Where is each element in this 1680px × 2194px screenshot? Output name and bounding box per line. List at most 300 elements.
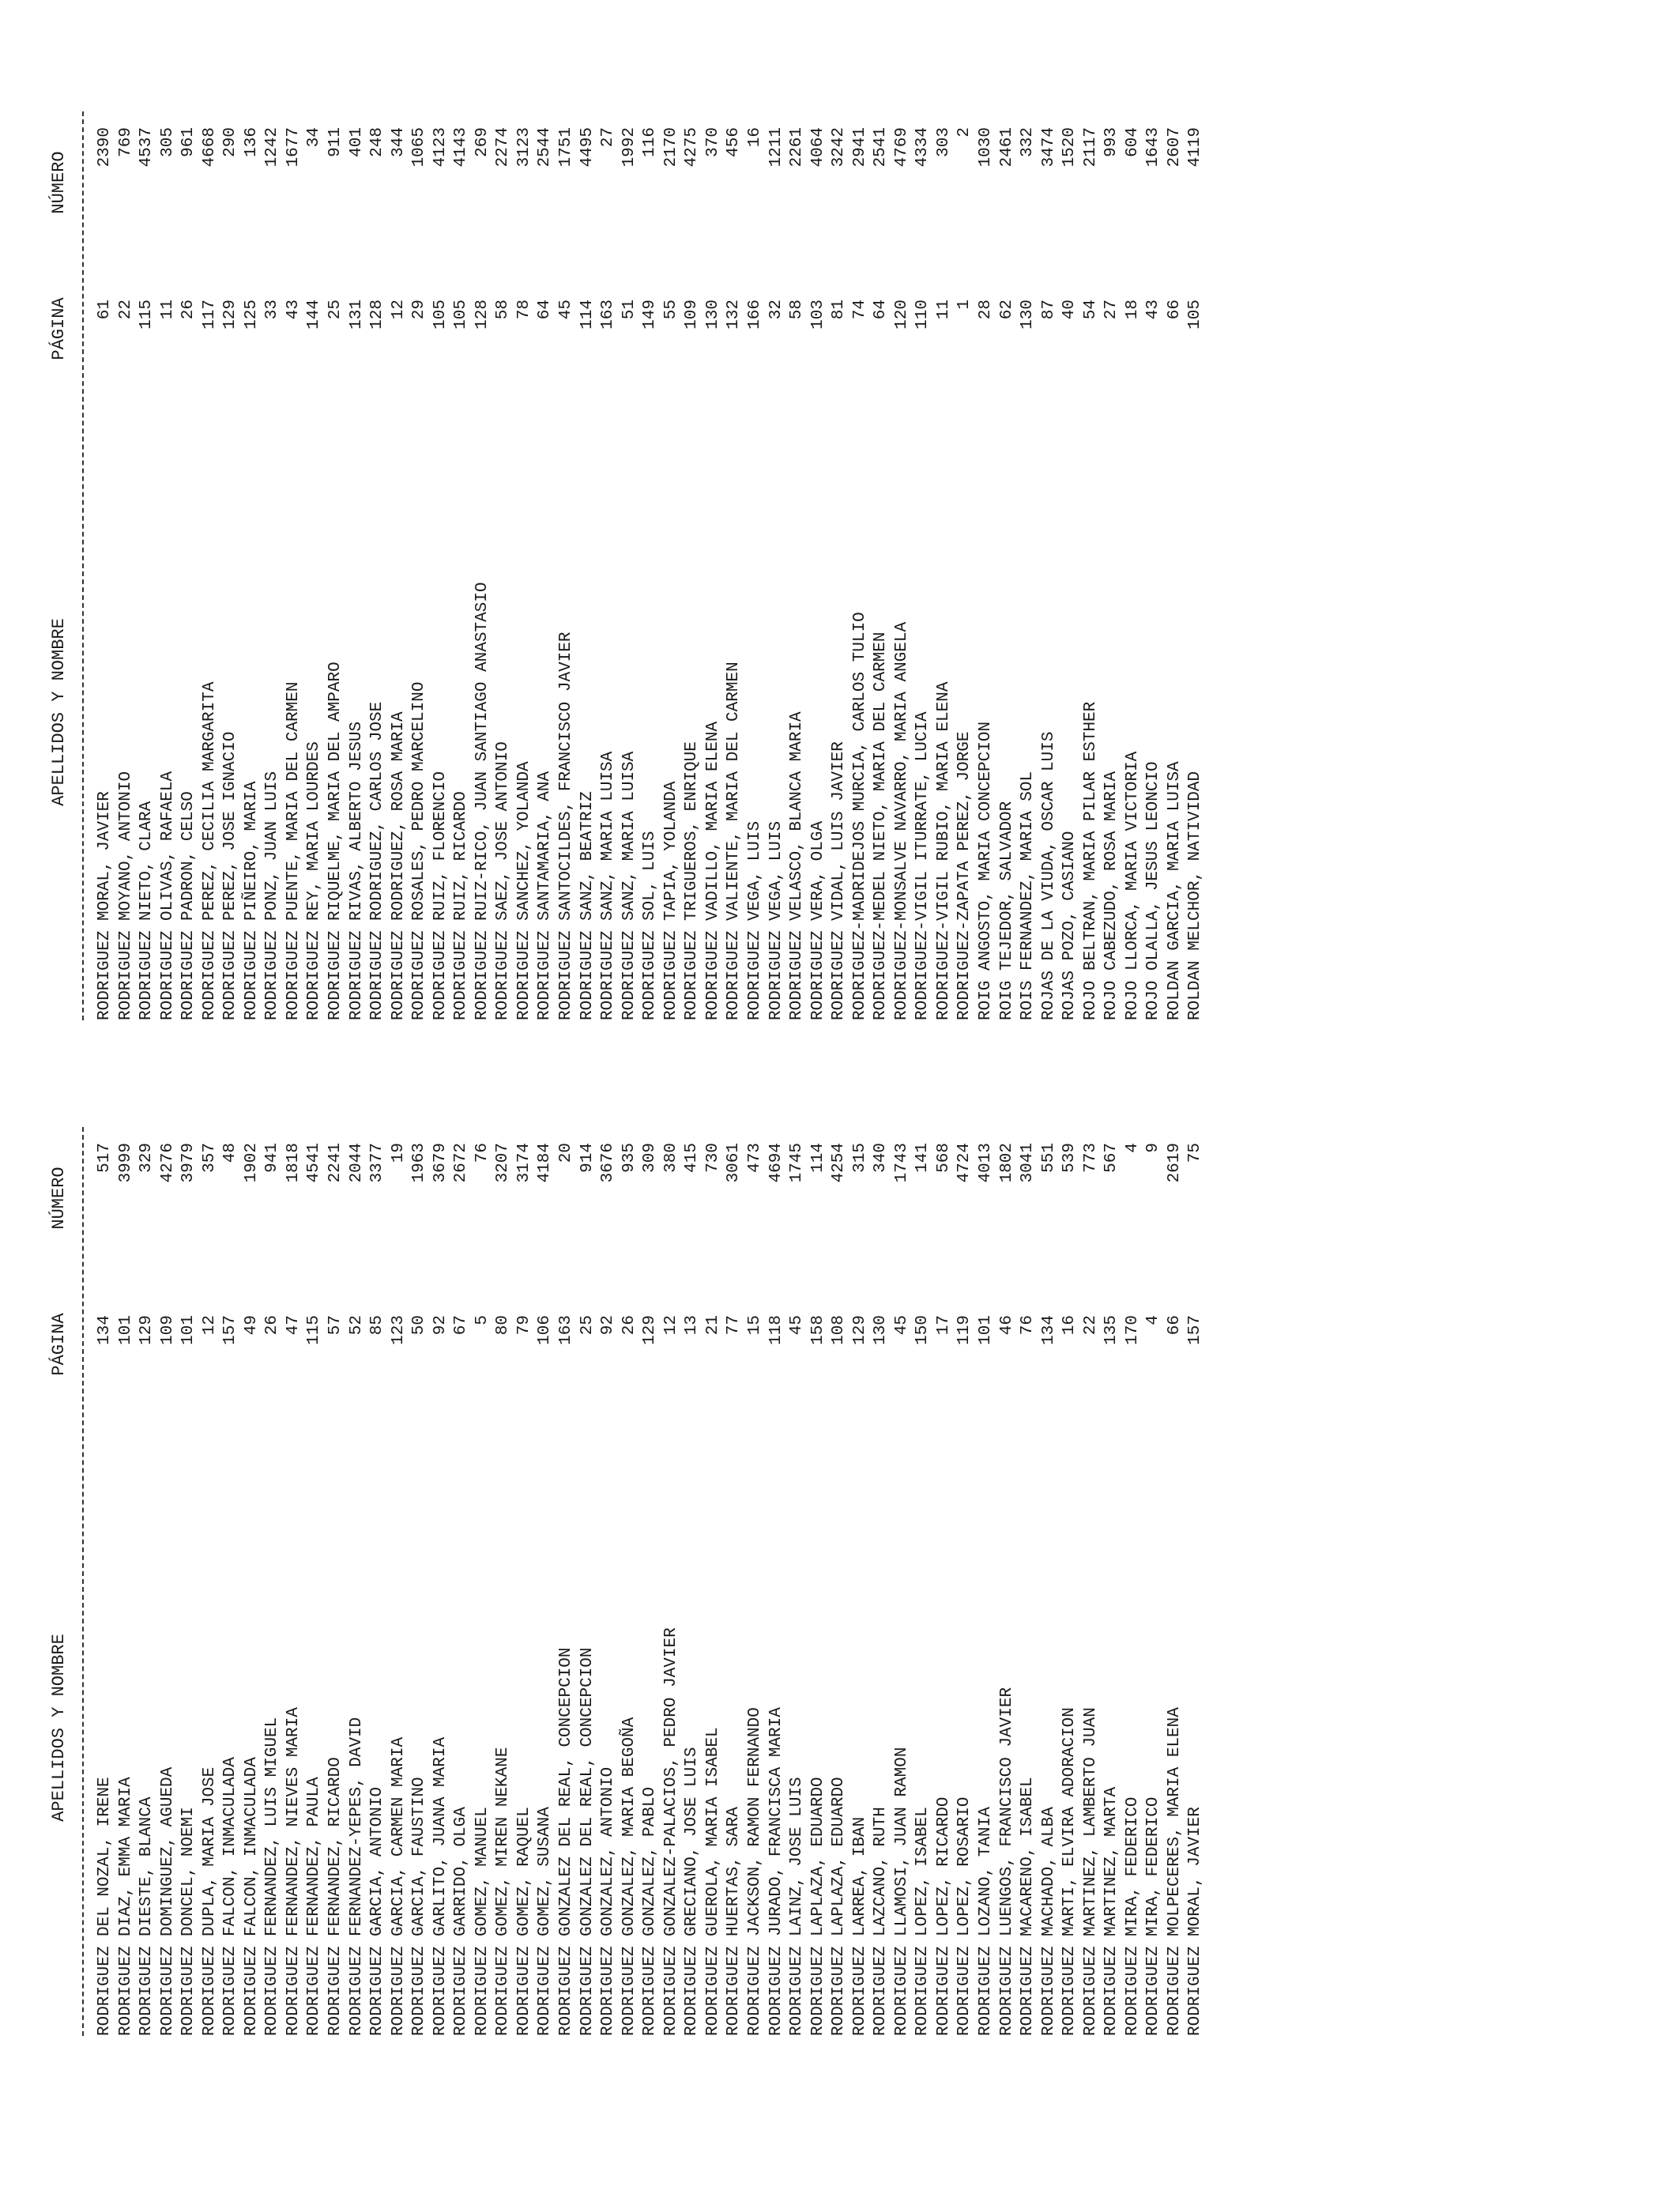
entry-number: 730 [703,1143,722,1173]
entry-page: 11 [934,300,953,320]
entry-number: 911 [326,127,345,157]
entry-name: RODRIGUEZ GARCIA, FAUSTINO [410,1777,429,2036]
table-header [0,111,71,1020]
table-row [1123,111,1144,1020]
entry-page: 119 [955,1315,974,1345]
entry-name: ROJO OLALLA, JESUS LEONCIO [1144,761,1163,1020]
table-row [473,111,494,1020]
entry-name: RODRIGUEZ DONCEL, NOEMI [179,1807,198,2036]
entry-name: RODRIGUEZ PEREZ, JOSE IGNACIO [221,731,240,1020]
entry-number: 269 [473,127,492,157]
entry-name: RODRIGUEZ DOMINGUEZ, AGUEDA [158,1766,177,2036]
entry-number: 2170 [661,127,680,168]
entry-number: 3041 [1019,1143,1038,1183]
table-row [640,1127,661,2036]
entry-page: 129 [641,1315,660,1345]
entry-name: RODRIGUEZ RUIZ-RICO, JUAN SANTIAGO ANASTASIO [473,582,492,1020]
entry-page: 13 [683,1315,702,1336]
entry-page: 64 [536,300,555,320]
entry-page: 106 [536,1315,555,1345]
entry-page: 101 [179,1315,198,1345]
entry-name: RODRIGUEZ-MEDEL NIETO, MARIA DEL CARMEN [872,631,891,1020]
entry-name: RODRIGUEZ RUIZ, RICARDO [452,791,471,1020]
entry-name: RODRIGUEZ MORAL, JAVIER [96,791,114,1020]
entry-page: 128 [473,300,492,330]
entry-name: RODRIGUEZ VERA, OLGA [808,820,827,1020]
entry-page: 43 [284,300,303,320]
entry-page: 105 [452,300,471,330]
entry-name: RODRIGUEZ SANZ, BEATRIZ [578,791,597,1020]
entry-page: 105 [1186,300,1205,330]
table-row [1081,111,1102,1020]
table-row [787,111,808,1020]
entry-number: 517 [96,1143,114,1173]
table-row [808,1127,830,2036]
table-row [955,111,976,1020]
entry-number: 2619 [1165,1143,1184,1183]
entry-number: 303 [934,127,953,157]
entry-number: 141 [913,1143,932,1173]
table-row [892,111,913,1020]
entry-name: RODRIGUEZ LAPLAZA, EDUARDO [830,1777,849,2036]
table-row [1102,111,1123,1020]
entry-page: 123 [389,1315,408,1345]
entry-number: 329 [137,1143,156,1173]
entry-name: RODRIGUEZ GARCIA, ANTONIO [368,1786,387,2036]
entry-number: 2241 [326,1143,345,1183]
entry-number: 136 [242,127,261,157]
entry-name: RODRIGUEZ RIVAS, ALBERTO JESUS [347,721,366,1020]
table-row [892,1127,913,2036]
entry-number: 3474 [1039,127,1058,168]
entry-number: 9 [1144,1143,1163,1153]
table-row [493,1127,514,2036]
entry-number: 4694 [767,1143,785,1183]
entry-name: RODRIGUEZ-VIGIL ITURRATE, LUCIA [913,711,932,1020]
entry-name: RODRIGUEZ VELASCO, BLANCA MARIA [788,711,807,1020]
entry-number: 1211 [767,127,785,168]
entry-number: 1992 [620,127,638,168]
entry-page: 4 [1144,1315,1163,1325]
table-row [745,111,767,1020]
entry-page: 26 [179,300,198,320]
table-row [871,111,892,1020]
entry-page: 79 [514,1315,533,1336]
table-row [242,111,263,1020]
table-row [934,111,955,1020]
header-name: APELLIDOS Y NOMBRE [49,1634,69,1822]
entry-number: 2117 [1081,127,1100,168]
table-row [745,1127,767,2036]
entry-name: RODRIGUEZ GARLITO, JUANA MARIA [431,1736,450,2036]
table-row [1039,1127,1060,2036]
entry-name: RODRIGUEZ FALCON, INMACULADA [242,1757,261,2036]
entry-page: 117 [200,300,219,330]
entry-number: 4537 [137,127,156,168]
table-row [158,1127,179,2036]
entry-name: RODRIGUEZ LOPEZ, ROSARIO [955,1796,974,2036]
entry-page: 58 [494,300,513,320]
table-row [1185,111,1207,1020]
entry-page: 51 [620,300,638,320]
entry-page: 16 [1060,1315,1079,1336]
entry-number: 456 [725,127,744,157]
entry-name: RODRIGUEZ MIRA, FEDERICO [1123,1796,1142,2036]
entry-number: 4724 [955,1143,974,1183]
entry-number: 3979 [179,1143,198,1183]
table-row [829,1127,850,2036]
entry-page: 129 [850,1315,869,1345]
entry-name: RODRIGUEZ GOMEZ, SUSANA [536,1807,555,2036]
entry-number: 4143 [452,127,471,168]
entry-page: 92 [431,1315,450,1336]
entry-page: 49 [242,1315,261,1336]
entry-number: 340 [872,1143,891,1173]
table-row [703,111,725,1020]
table-row [451,111,473,1020]
entry-name: RODRIGUEZ MIRA, FEDERICO [1144,1796,1163,2036]
entry-number: 2390 [96,127,114,168]
entry-number: 344 [389,127,408,157]
table-row [431,1127,452,2036]
entry-number: 961 [179,127,198,157]
entry-page: 110 [913,300,932,330]
entry-number: 914 [578,1143,597,1173]
table-row [871,1127,892,2036]
entry-name: RODRIGUEZ DIESTE, BLANCA [137,1796,156,2036]
table-row [1060,1127,1081,2036]
entry-number: 34 [305,127,324,148]
table-row [1060,111,1081,1020]
entry-number: 415 [683,1143,702,1173]
entry-number: 4495 [578,127,597,168]
entry-page: 57 [326,1315,345,1336]
entry-page: 87 [1039,300,1058,320]
entry-name: RODRIGUEZ PEREZ, CECILIA MARGARITA [200,681,219,1020]
table-row [556,1127,578,2036]
entry-page: 54 [1081,300,1100,320]
entry-number: 4254 [830,1143,849,1183]
entry-number: 1520 [1060,127,1079,168]
entry-number: 539 [1060,1143,1079,1173]
table-row [850,1127,872,2036]
entry-name: RODRIGUEZ MOLPECERES, MARIA ELENA [1165,1707,1184,2036]
entry-page: 134 [96,1315,114,1345]
entry-page: 67 [452,1315,471,1336]
table-row [304,1127,326,2036]
entry-name: RODRIGUEZ TRIGUEROS, ENRIQUE [683,741,702,1020]
entry-page: 17 [934,1315,953,1336]
entry-name: RODRIGUEZ FERNANDEZ, LUIS MIGUEL [263,1717,282,2036]
header-number: NÚMERO [49,151,69,214]
entry-name: RODRIGUEZ FALCON, INMACULADA [221,1757,240,2036]
table-row [767,1127,788,2036]
entry-name: RODRIGUEZ PUENTE, MARIA DEL CARMEN [284,681,303,1020]
table-row [850,111,872,1020]
entry-number: 3242 [830,127,849,168]
entry-number: 1643 [1144,127,1163,168]
table-row [284,111,305,1020]
entry-page: 76 [1019,1315,1038,1336]
entry-page: 64 [872,300,891,320]
entry-page: 21 [703,1315,722,1336]
entry-name: RODRIGUEZ MARTI, ELVIRA ADORACION [1060,1707,1079,2036]
table-row [767,111,788,1020]
table-row [1185,1127,1207,2036]
entry-name: ROJAS POZO, CASIANO [1060,831,1079,1020]
entry-name: RODRIGUEZ FERNANDEZ, NIEVES MARIA [284,1707,303,2036]
entry-name: ROIG TEJEDOR, SALVADOR [997,801,1016,1020]
entry-number: 773 [1081,1143,1100,1173]
entry-page: 45 [557,300,576,320]
entry-name: RODRIGUEZ-ZAPATA PEREZ, JORGE [955,731,974,1020]
table-row [473,1127,494,2036]
entry-name: RODRIGUEZ NIETO, CLARA [137,801,156,1020]
table-row [367,1127,389,2036]
entry-number: 1902 [242,1143,261,1183]
entry-name: ROIG ANGOSTO, MARIA CONCEPCION [976,721,995,1020]
entry-name: ROLDAN MELCHOR, NATIVIDAD [1186,771,1205,1020]
entry-page: 101 [976,1315,995,1345]
table-row [620,1127,641,2036]
entry-page: 58 [788,300,807,320]
entry-page: 12 [200,1315,219,1336]
entry-name: RODRIGUEZ-MADRIDEJOS MURCIA, CARLOS TULIO [850,612,869,1020]
entry-name: RODRIGUEZ SANTAMARIA, ANA [536,771,555,1020]
entry-number: 2607 [1165,127,1184,168]
entry-number: 370 [703,127,722,157]
entry-name: RODRIGUEZ MARTINEZ, LAMBERTO JUAN [1081,1707,1100,2036]
table-body [95,111,1207,1020]
entry-page: 77 [725,1315,744,1336]
header-name: APELLIDOS Y NOMBRE [49,618,69,806]
entry-page: 163 [557,1315,576,1345]
entry-name: ROJAS DE LA VIUDA, OSCAR LUIS [1039,731,1058,1020]
entry-name: RODRIGUEZ LLAMOSI, JUAN RAMON [892,1747,911,2036]
entry-name: RODRIGUEZ RODRIGUEZ, CARLOS JOSE [368,701,387,1020]
entry-name: RODRIGUEZ GONZALEZ-PALACIOS, PEDRO JAVIER [661,1627,680,2036]
entry-page: 1 [955,300,974,310]
entry-number: 4276 [158,1143,177,1183]
entry-number: 305 [158,127,177,157]
entry-number: 380 [661,1143,680,1173]
entry-name: RODRIGUEZ SANCHEZ, YOLANDA [514,761,533,1020]
entry-page: 157 [221,1315,240,1345]
entry-page: 25 [326,300,345,320]
entry-page: 128 [368,300,387,330]
table-row [389,111,410,1020]
entry-name: RODRIGUEZ VADILLO, MARIA ELENA [703,721,722,1020]
table-row [409,111,431,1020]
entry-page: 130 [872,1315,891,1345]
table-row [598,1127,620,2036]
table-row [556,111,578,1020]
entry-number: 551 [1039,1143,1058,1173]
entry-name: RODRIGUEZ GONZALEZ DEL REAL, CONCEPCION [557,1647,576,2036]
entry-page: 130 [1019,300,1038,330]
entry-number: 4123 [431,127,450,168]
table-row [220,1127,242,2036]
table-row [997,111,1019,1020]
table-row [1081,1127,1102,2036]
table-row [682,111,703,1020]
table-row [284,1127,305,2036]
entry-number: 4334 [913,127,932,168]
entry-page: 114 [578,300,597,330]
entry-name: RODRIGUEZ GONZALEZ, MARIA BEGOÑA [620,1717,638,2036]
entry-page: 105 [431,300,450,330]
entry-name: RODRIGUEZ PADRON, CELSO [179,791,198,1020]
table-row [116,1127,137,2036]
entry-page: 12 [661,1315,680,1336]
entry-number: 4769 [892,127,911,168]
entry-page: 78 [514,300,533,320]
table-row [578,1127,599,2036]
table-row [179,111,200,1020]
entry-number: 4275 [683,127,702,168]
entry-number: 4 [1123,1143,1142,1153]
table-row [431,111,452,1020]
entry-name: RODRIGUEZ RODRIGUEZ, ROSA MARIA [389,711,408,1020]
entry-name: RODRIGUEZ LAINZ, JOSE LUIS [788,1777,807,2036]
entry-name: RODRIGUEZ RUIZ, FLORENCIO [431,771,450,1020]
table-row [1102,1127,1123,2036]
entry-page: 26 [263,1315,282,1336]
table-row [116,111,137,1020]
entry-name: RODRIGUEZ OLIVAS, RAFAELA [158,771,177,1020]
entry-number: 1963 [410,1143,429,1183]
table-row [535,1127,556,2036]
entry-page: 25 [578,1315,597,1336]
table-row [1143,111,1165,1020]
table-row [703,1127,725,2036]
entry-number: 604 [1123,127,1142,157]
entry-number: 357 [200,1143,219,1173]
entry-name: RODRIGUEZ LOZANO, TANIA [976,1807,995,2036]
entry-number: 2 [955,127,974,138]
entry-number: 3061 [725,1143,744,1183]
entry-page: 115 [305,1315,324,1345]
entry-number: 4184 [536,1143,555,1183]
table-row [829,111,850,1020]
entry-name: RODRIGUEZ LUENGOS, FRANCISCO JAVIER [997,1687,1016,2036]
entry-name: RODRIGUEZ GARCIA, CARMEN MARIA [389,1736,408,2036]
entry-page: 52 [347,1315,366,1336]
table-row [598,111,620,1020]
table-row [137,1127,158,2036]
entry-number: 309 [641,1143,660,1173]
entry-page: 118 [767,1315,785,1345]
entry-page: 15 [745,1315,764,1336]
entry-name: RODRIGUEZ FERNANDEZ, RICARDO [326,1757,345,2036]
header-number: NÚMERO [49,1167,69,1230]
table-row [409,1127,431,2036]
table-row [347,1127,368,2036]
entry-number: 76 [473,1143,492,1163]
entry-number: 3123 [514,127,533,168]
entry-name: RODRIGUEZ RIQUELME, MARIA DEL AMPARO [326,662,345,1020]
entry-name: RODRIGUEZ GRECIANO, JOSE LUIS [683,1747,702,2036]
table-row [95,1127,116,2036]
entry-page: 26 [620,1315,638,1336]
entry-number: 1818 [284,1143,303,1183]
entry-name: RODRIGUEZ GONZALEZ, PABLO [641,1786,660,2036]
entry-number: 3174 [514,1143,533,1183]
entry-name: RODRIGUEZ GOMEZ, MIREN NEKANE [494,1747,513,2036]
entry-page: 130 [703,300,722,330]
table-row [179,1127,200,2036]
table-row [326,111,347,1020]
entry-number: 3207 [494,1143,513,1183]
entry-page: 61 [96,300,114,320]
entry-name: RODRIGUEZ FERNANDEZ-YEPES, DAVID [347,1717,366,2036]
entry-page: 32 [767,300,785,320]
entry-page: 131 [347,300,366,330]
entry-number: 2274 [494,127,513,168]
entry-page: 109 [158,1315,177,1345]
entry-page: 66 [1165,300,1184,320]
entry-name: RODRIGUEZ REY, MARIA LOURDES [305,741,324,1020]
entry-number: 935 [620,1143,638,1173]
entry-page: 103 [808,300,827,330]
entry-number: 3676 [599,1143,618,1183]
entry-name: RODRIGUEZ VEGA, LUIS [767,820,785,1020]
table-row [934,1127,955,2036]
entry-page: 46 [997,1315,1016,1336]
entry-page: 163 [599,300,618,330]
entry-page: 135 [1102,1315,1121,1345]
table-row [326,1127,347,2036]
entry-name: RODRIGUEZ MACHADO, ALBA [1039,1807,1058,2036]
entry-number: 3679 [431,1143,450,1183]
entry-number: 4668 [200,127,219,168]
entry-page: 166 [745,300,764,330]
entry-page: 22 [1081,1315,1100,1336]
entry-name: RODRIGUEZ LARREA, IBAN [850,1816,869,2036]
table-row [997,1127,1019,2036]
entry-number: 473 [745,1143,764,1173]
entry-page: 33 [263,300,282,320]
entry-name: RODRIGUEZ LOPEZ, RICARDO [934,1796,953,2036]
entry-number: 769 [116,127,135,157]
entry-name: RODRIGUEZ LOPEZ, ISABEL [913,1807,932,2036]
entry-page: 43 [1144,300,1163,320]
table-row [304,111,326,1020]
entry-name: RODRIGUEZ LAZCANO, RUTH [872,1807,891,2036]
table-row [661,1127,683,2036]
entry-number: 993 [1102,127,1121,157]
table-row [220,111,242,1020]
entry-number: 116 [641,127,660,157]
entry-page: 18 [1123,300,1142,320]
entry-page: 144 [305,300,324,330]
entry-name: RODRIGUEZ GUEROLA, MARIA ISABEL [703,1727,722,2036]
entry-number: 568 [934,1143,953,1173]
entry-number: 4541 [305,1143,324,1183]
entry-page: 80 [494,1315,513,1336]
entry-page: 45 [892,1315,911,1336]
entry-name: RODRIGUEZ SANZ, MARIA LUISA [620,751,638,1020]
entry-number: 3999 [116,1143,135,1183]
entry-name: RODRIGUEZ JACKSON, RAMON FERNANDO [745,1707,764,2036]
table-row [262,111,284,1020]
entry-page: 28 [976,300,995,320]
table-row [200,111,221,1020]
entry-page: 5 [473,1315,492,1325]
entry-page: 40 [1060,300,1079,320]
entry-name: RODRIGUEZ VEGA, LUIS [745,820,764,1020]
entry-page: 101 [116,1315,135,1345]
